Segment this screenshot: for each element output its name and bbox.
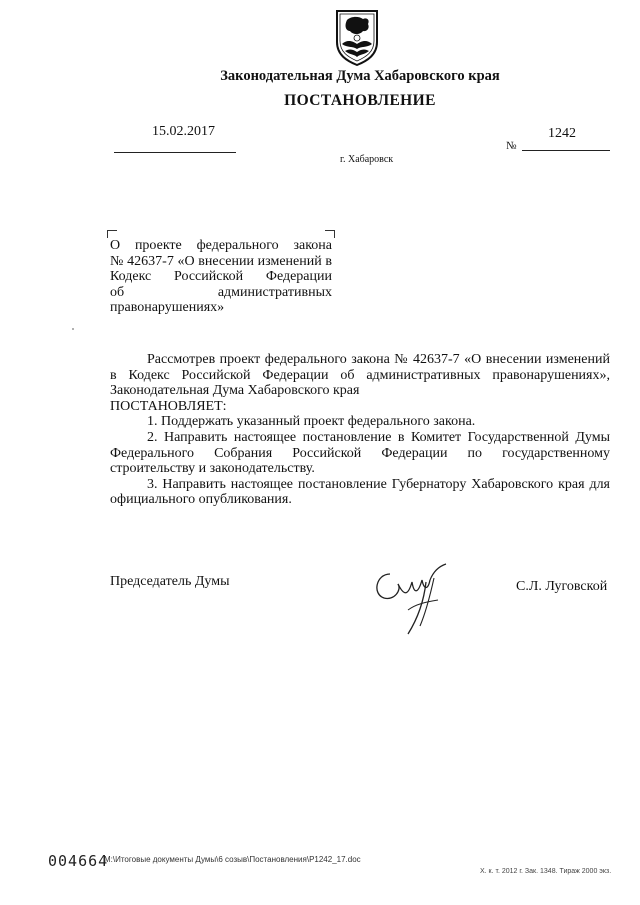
footer-doc-number: 004664 <box>48 852 109 870</box>
document-date: 15.02.2017 <box>152 124 215 139</box>
number-sign: № <box>506 140 517 152</box>
document-subject <box>110 238 332 316</box>
subject-line: № 42637-7 «О внесении изменений в <box>110 253 332 269</box>
signer-title: Председатель Думы <box>110 574 230 589</box>
document-number: 1242 <box>548 126 576 141</box>
bracket-right-icon <box>325 230 335 238</box>
document-type: ПОСТАНОВЛЕНИЕ <box>284 92 436 109</box>
signer-name: С.Л. Луговской <box>516 579 608 594</box>
resolve-word: ПОСТАНОВЛЯЕТ: <box>110 398 227 414</box>
resolution-item: 2. Направить настоящее постановление в Комитет Государственной Думы Федерального Собрания Российской Федерации по государственному строительству и законодательству. <box>110 429 610 477</box>
resolution-item: 1. Поддержать указанный проект федерального закона. <box>147 414 476 430</box>
city: г. Хабаровск <box>340 154 394 165</box>
subject-line: правонарушениях» <box>110 300 225 315</box>
handwritten-signature <box>368 560 454 640</box>
footer-file-path: М:\Итоговые документы Думы\6 созыв\Постановления\Р1242_17.doc <box>104 855 361 864</box>
date-underline <box>114 152 236 153</box>
subject-line: Кодекс Российской Федерации <box>110 269 332 284</box>
document-body <box>110 352 610 508</box>
subject-line: об административных <box>110 284 332 300</box>
coat-of-arms-icon <box>333 8 381 66</box>
footer-print-info: Х. к. т. 2012 г. Зак. 1348. Тираж 2000 экз. <box>480 868 612 875</box>
preamble: Рассмотрев проект федерального закона № 42637-7 «О внесении изменений в Кодекс Российской Федерации об административных правонарушениях», Законодательная Дума Хабаровского края <box>110 352 610 399</box>
subject-line: О проекте федерального закона <box>110 238 332 253</box>
resolution-item: 3. Направить настоящее постановление Губернатору Хабаровского края для официального опубликования. <box>110 476 610 508</box>
organization-name: Законодательная Дума Хабаровского края <box>220 68 500 84</box>
number-underline <box>522 150 610 151</box>
bracket-left-icon <box>107 230 117 238</box>
scan-speck <box>72 328 74 330</box>
